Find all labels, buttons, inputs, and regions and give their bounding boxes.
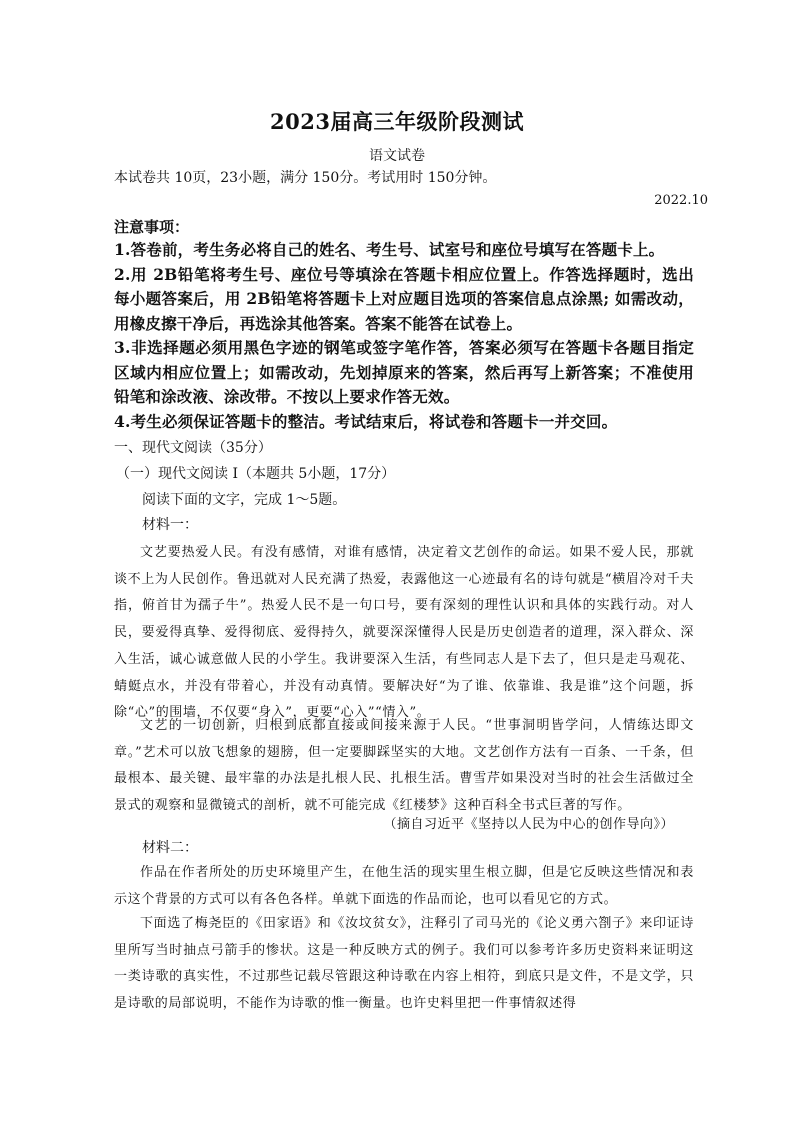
exam-intro: 本试卷共 10页，23小题，满分 150分。考试用时 150分钟。 <box>114 170 497 186</box>
notice-block <box>114 216 694 434</box>
notice-item-2: 2.用 2B铅笔将考生号、座位号等填涂在答题卡相应位置上。作答选择题时，选出每小题答案后，用 2B铅笔将答题卡上对应题目选项的答案信息点涂黑; 如需改动，用橡皮擦干净后，再选涂其他答案。答案不能答在试卷上。 <box>114 264 694 333</box>
exam-title: 2023届高三年级阶段测试 <box>270 109 524 134</box>
material1-paragraph-1: 文艺要热爱人民。有没有感情，对谁有感情，决定着文艺创作的命运。如果不爱人民，那就谈不上为人民创作。鲁迅就对人民充满了热爱，表露他这一心迹最有名的诗句就是“横眉冷对千夫指，俯首甘为孺子牛”。热爱人民不是一句口号，要有深刻的理性认识和具体的实践行动。对人民，要爱得真挚、爱得彻底、爱得持久，就要深深懂得人民是历史创造者的道理，深入群众、深入生活，诚心诚意做人民的小学生。我讲要深入生活，有些同志人是下去了，但只是走马观花、蜻蜓点水，并没有带着心，并没有动真情。要解决好“为了谁、依靠谁、我是谁”这个问题，拆除“心”的围墙，不仅要“身入”，更要“心入”“情入”。 <box>114 545 694 721</box>
exam-date: 2022.10 <box>654 193 708 208</box>
notice-item-3: 3.非选择题必须用黑色字迹的钢笔或签字笔作答，答案必须写在答题卡各题目指定区域内相应位置上；如需改动，先划掉原来的答案，然后再写上新答案；不准使用铅笔和涂改液、涂改带。不按以上要求作答无效。 <box>114 338 694 406</box>
material2-label: 材料二： <box>142 840 198 856</box>
material2-paragraph-2: 下面选了梅尧臣的《田家语》和《汝坟贫女》，注释引了司马光的《论义勇六劄子》来印证诗里所写当时抽点弓箭手的惨状。这是一种反映方式的例子。我们可以参考许多历史资料来证明这一类诗歌的真实性，不过那些记载尽管跟这种诗歌在内容上相符，到底只是文件，不是文学，只是诗歌的局部说明，不能作为诗歌的惟一衡量。也许史料里把一件事情叙述得 <box>114 916 694 1012</box>
notice-item-1: 1.答卷前，考生务必将自己的姓名、考生号、试室号和座位号填写在答题卡上。 <box>114 240 665 259</box>
section-sub-heading: （一）现代文阅读 I（本题共 5小题，17分） <box>116 466 396 482</box>
material1-source: （摘自习近平《坚持以人民为中心的创作导向》） <box>383 817 674 832</box>
material1-label: 材料一： <box>142 517 198 533</box>
section-heading: 一、现代文阅读（35分） <box>114 440 272 456</box>
notice-item-4: 4.考生必须保证答题卡的整洁。考试结束后，将试卷和答题卡一并交回。 <box>114 411 618 431</box>
exam-subtitle: 语文试卷 <box>369 148 425 164</box>
section-instruction: 阅读下面的文字，完成 1～5题。 <box>142 492 347 508</box>
notice-title: 注意事项： <box>114 218 190 236</box>
material2-paragraph-1: 作品在作者所处的历史环境里产生，在他生活的现实里生根立脚，但是它反映这些情况和表示这个背景的方式可以有各色各样。单就下面选的作品而论，也可以看见它的方式。 <box>114 865 694 907</box>
material1-paragraph-2: 文艺的一切创新，归根到底都直接或间接来源于人民。“世事洞明皆学问，人情练达即文章。”艺术可以放飞想象的翅膀，但一定要脚踩坚实的大地。文艺创作方法有一百条、一千条，但最根本、最关键、最牢靠的办法是扎根人民、扎根生活。曹雪芹如果没对当时的社会生活做过全景式的观察和显微镜式的剖析，就不可能完成《红楼梦》这种百科全书式巨著的写作。 <box>114 718 694 814</box>
